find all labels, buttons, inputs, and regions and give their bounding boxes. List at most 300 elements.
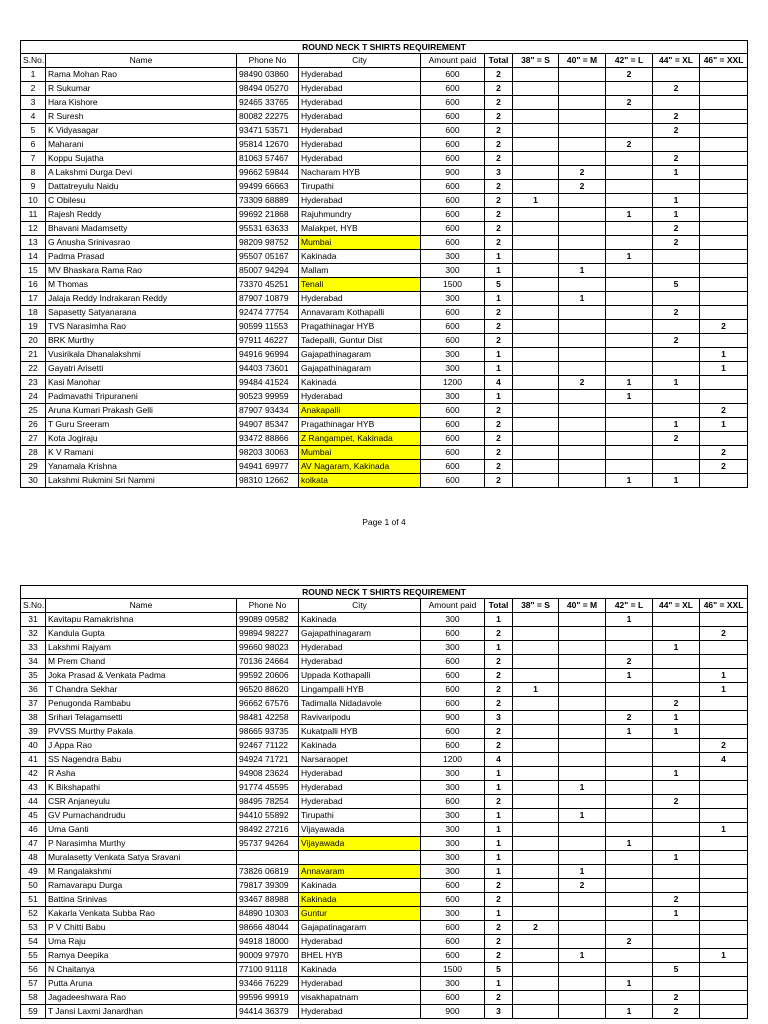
cell-amount: 600 (421, 697, 485, 711)
table-row (21, 907, 748, 921)
cell-size-l (606, 194, 653, 208)
cell-size-xxl: 1 (700, 418, 748, 432)
cell-size-xl (653, 683, 700, 697)
cell-size-s (513, 753, 559, 767)
table-row (21, 823, 748, 837)
cell-total: 1 (485, 837, 513, 851)
cell-size-s (513, 935, 559, 949)
cell-phone: 99692 21868 (237, 208, 299, 222)
table-row (21, 851, 748, 865)
cell-size-s (513, 68, 559, 82)
cell-size-xl (653, 264, 700, 278)
cell-city: Ravivaripodu (299, 711, 421, 725)
cell-phone: 94403 73601 (237, 362, 299, 376)
table-row (21, 1005, 748, 1019)
cell-size-s (513, 278, 559, 292)
cell-total: 1 (485, 264, 513, 278)
table-row (21, 613, 748, 627)
cell-size-xxl (700, 697, 748, 711)
cell-sno: 32 (21, 627, 46, 641)
cell-phone: 98494 05270 (237, 82, 299, 96)
cell-name: J Appa Rao (46, 739, 237, 753)
cell-size-s (513, 166, 559, 180)
cell-amount: 300 (421, 781, 485, 795)
cell-size-l (606, 795, 653, 809)
cell-size-m (559, 669, 606, 683)
cell-size-s (513, 306, 559, 320)
table-row (21, 250, 748, 264)
cell-size-xl: 2 (653, 432, 700, 446)
cell-size-m (559, 697, 606, 711)
cell-size-s (513, 865, 559, 879)
cell-size-xxl (700, 124, 748, 138)
cell-total: 2 (485, 124, 513, 138)
cell-size-xl: 1 (653, 166, 700, 180)
cell-total: 4 (485, 376, 513, 390)
cell-sno: 43 (21, 781, 46, 795)
cell-city: Hyderabad (299, 138, 421, 152)
cell-size-xxl (700, 82, 748, 96)
cell-size-xxl (700, 68, 748, 82)
cell-size-m (559, 655, 606, 669)
cell-total: 3 (485, 166, 513, 180)
cell-total: 2 (485, 669, 513, 683)
cell-total: 2 (485, 921, 513, 935)
table-row (21, 697, 748, 711)
cell-sno: 36 (21, 683, 46, 697)
cell-amount: 1500 (421, 963, 485, 977)
cell-phone: 99592 20606 (237, 669, 299, 683)
cell-size-l (606, 460, 653, 474)
cell-size-xl (653, 320, 700, 334)
cell-size-xl (653, 865, 700, 879)
cell-city: Anakapalli (299, 404, 421, 418)
cell-amount: 300 (421, 292, 485, 306)
cell-name: Jalaja Reddy Indrakaran Reddy (46, 292, 237, 306)
cell-size-xl: 5 (653, 963, 700, 977)
cell-size-l (606, 991, 653, 1005)
cell-size-m (559, 907, 606, 921)
cell-size-xxl (700, 110, 748, 124)
cell-size-xxl: 4 (700, 753, 748, 767)
table-row (21, 376, 748, 390)
cell-sno: 29 (21, 460, 46, 474)
cell-size-l (606, 334, 653, 348)
cell-size-l (606, 865, 653, 879)
cell-sno: 12 (21, 222, 46, 236)
cell-size-s (513, 390, 559, 404)
table-title: ROUND NECK T SHIRTS REQUIREMENT (21, 586, 748, 599)
cell-size-s (513, 362, 559, 376)
cell-name: Padmavathi Tripuraneni (46, 390, 237, 404)
cell-total: 2 (485, 82, 513, 96)
cell-size-m (559, 432, 606, 446)
cell-size-l: 1 (606, 208, 653, 222)
cell-total: 2 (485, 96, 513, 110)
cell-size-l: 1 (606, 474, 653, 488)
cell-phone: 94918 18000 (237, 935, 299, 949)
col-header-sno: S.No. (21, 54, 46, 68)
cell-amount: 300 (421, 613, 485, 627)
cell-city: Kakinada (299, 963, 421, 977)
table-row (21, 767, 748, 781)
cell-sno: 50 (21, 879, 46, 893)
cell-name: Dattatreyulu Naidu (46, 180, 237, 194)
cell-size-s (513, 264, 559, 278)
cell-amount: 600 (421, 236, 485, 250)
table-row (21, 68, 748, 82)
table-row (21, 991, 748, 1005)
cell-size-xxl (700, 711, 748, 725)
cell-sno: 17 (21, 292, 46, 306)
cell-amount: 600 (421, 739, 485, 753)
cell-total: 2 (485, 935, 513, 949)
col-header-size-s: 38" = S (513, 599, 559, 613)
cell-size-l (606, 348, 653, 362)
cell-phone: 93466 76229 (237, 977, 299, 991)
requirement-table (20, 585, 748, 1019)
cell-size-s (513, 669, 559, 683)
cell-city: Lingampalli HYB (299, 683, 421, 697)
cell-city: Annavaram (299, 865, 421, 879)
header-row (21, 599, 748, 613)
cell-size-xl (653, 753, 700, 767)
table-row (21, 306, 748, 320)
cell-city: Pragathinagar HYB (299, 320, 421, 334)
cell-size-m (559, 348, 606, 362)
table-row (21, 963, 748, 977)
table-row (21, 753, 748, 767)
cell-phone: 98481 42258 (237, 711, 299, 725)
cell-size-m (559, 404, 606, 418)
cell-total: 2 (485, 208, 513, 222)
cell-phone: 79817 39309 (237, 879, 299, 893)
cell-sno: 5 (21, 124, 46, 138)
cell-size-s (513, 725, 559, 739)
cell-size-xl: 2 (653, 1005, 700, 1019)
cell-sno: 8 (21, 166, 46, 180)
cell-sno: 1 (21, 68, 46, 82)
cell-size-xxl: 1 (700, 669, 748, 683)
cell-sno: 22 (21, 362, 46, 376)
cell-size-l: 2 (606, 68, 653, 82)
cell-size-m: 2 (559, 879, 606, 893)
cell-amount: 600 (421, 82, 485, 96)
cell-sno: 37 (21, 697, 46, 711)
cell-size-l (606, 893, 653, 907)
cell-size-l (606, 236, 653, 250)
col-header-size-m: 40" = M (559, 54, 606, 68)
cell-size-l (606, 124, 653, 138)
cell-size-xl: 2 (653, 306, 700, 320)
cell-total: 1 (485, 907, 513, 921)
cell-size-xl (653, 809, 700, 823)
cell-size-s (513, 250, 559, 264)
cell-city: Gajapathinagaram (299, 362, 421, 376)
cell-amount: 600 (421, 655, 485, 669)
cell-phone: 73370 45251 (237, 278, 299, 292)
cell-size-xxl (700, 96, 748, 110)
cell-size-l (606, 739, 653, 753)
col-header-size-xxl: 46" = XXL (700, 54, 748, 68)
cell-size-s (513, 222, 559, 236)
cell-city: Tadepalli, Guntur Dist (299, 334, 421, 348)
cell-name: Uma Raju (46, 935, 237, 949)
cell-amount: 300 (421, 865, 485, 879)
cell-size-l (606, 851, 653, 865)
cell-sno: 55 (21, 949, 46, 963)
cell-amount: 600 (421, 418, 485, 432)
table-row (21, 921, 748, 935)
cell-size-l (606, 418, 653, 432)
cell-city: Hyderabad (299, 96, 421, 110)
cell-size-m (559, 627, 606, 641)
cell-sno: 59 (21, 1005, 46, 1019)
cell-size-xxl: 1 (700, 683, 748, 697)
table-row (21, 837, 748, 851)
cell-total: 1 (485, 823, 513, 837)
cell-size-xl: 1 (653, 907, 700, 921)
cell-size-l: 2 (606, 655, 653, 669)
cell-city: Kakinada (299, 739, 421, 753)
cell-size-m (559, 390, 606, 404)
cell-size-xl: 1 (653, 641, 700, 655)
cell-sno: 47 (21, 837, 46, 851)
cell-size-xl (653, 613, 700, 627)
cell-city: Tenali (299, 278, 421, 292)
col-header-name: Name (46, 599, 237, 613)
cell-city: Kakinada (299, 613, 421, 627)
cell-name: R Sukumar (46, 82, 237, 96)
cell-sno: 54 (21, 935, 46, 949)
cell-size-m (559, 837, 606, 851)
cell-size-l (606, 781, 653, 795)
cell-name: Penugonda Rambabu (46, 697, 237, 711)
cell-name: Rajesh Reddy (46, 208, 237, 222)
cell-name: G Anusha Srinivasrao (46, 236, 237, 250)
table-row (21, 739, 748, 753)
cell-size-s (513, 208, 559, 222)
cell-total: 1 (485, 767, 513, 781)
cell-size-xl (653, 823, 700, 837)
cell-size-xxl (700, 879, 748, 893)
cell-size-xxl (700, 641, 748, 655)
cell-size-m (559, 613, 606, 627)
cell-total: 4 (485, 753, 513, 767)
cell-size-xl: 1 (653, 194, 700, 208)
table-row (21, 264, 748, 278)
cell-size-xxl (700, 292, 748, 306)
cell-name: MV Bhaskara Rama Rao (46, 264, 237, 278)
cell-size-m (559, 110, 606, 124)
cell-size-xxl (700, 250, 748, 264)
cell-size-m (559, 1005, 606, 1019)
cell-sno: 46 (21, 823, 46, 837)
cell-amount: 600 (421, 110, 485, 124)
cell-size-m (559, 921, 606, 935)
cell-size-s (513, 292, 559, 306)
cell-sno: 57 (21, 977, 46, 991)
cell-total: 1 (485, 362, 513, 376)
cell-total: 2 (485, 446, 513, 460)
cell-sno: 23 (21, 376, 46, 390)
cell-name: R Asha (46, 767, 237, 781)
cell-name: R Suresh (46, 110, 237, 124)
cell-phone: 70136 24664 (237, 655, 299, 669)
cell-phone: 90599 11553 (237, 320, 299, 334)
cell-size-xl (653, 138, 700, 152)
cell-size-s (513, 907, 559, 921)
cell-city: Annavaram Kothapalli (299, 306, 421, 320)
cell-name: T Jansi Laxmi Janardhan (46, 1005, 237, 1019)
cell-name: K V Ramani (46, 446, 237, 460)
table-row (21, 683, 748, 697)
cell-size-xxl (700, 194, 748, 208)
cell-city: Hyderabad (299, 152, 421, 166)
cell-size-l (606, 809, 653, 823)
cell-size-m (559, 418, 606, 432)
cell-phone: 73309 68889 (237, 194, 299, 208)
cell-name: M Prem Chand (46, 655, 237, 669)
cell-size-xxl (700, 264, 748, 278)
cell-total: 1 (485, 865, 513, 879)
cell-size-s: 1 (513, 683, 559, 697)
cell-sno: 40 (21, 739, 46, 753)
cell-size-xl (653, 446, 700, 460)
cell-size-l (606, 180, 653, 194)
cell-size-l (606, 697, 653, 711)
cell-sno: 45 (21, 809, 46, 823)
cell-city: Kukatpalli HYB (299, 725, 421, 739)
cell-amount: 600 (421, 949, 485, 963)
cell-size-xxl (700, 865, 748, 879)
cell-size-m (559, 725, 606, 739)
cell-size-s (513, 655, 559, 669)
cell-size-l (606, 753, 653, 767)
cell-size-l: 1 (606, 837, 653, 851)
cell-sno: 24 (21, 390, 46, 404)
cell-size-s (513, 963, 559, 977)
cell-size-l (606, 949, 653, 963)
cell-sno: 28 (21, 446, 46, 460)
cell-size-xxl (700, 222, 748, 236)
cell-phone: 92474 77754 (237, 306, 299, 320)
cell-city: Hyderabad (299, 781, 421, 795)
cell-size-m (559, 208, 606, 222)
cell-total: 2 (485, 404, 513, 418)
cell-size-xxl (700, 655, 748, 669)
table-row (21, 893, 748, 907)
cell-total: 2 (485, 68, 513, 82)
cell-city: Vijayawada (299, 823, 421, 837)
cell-size-s (513, 432, 559, 446)
cell-name: PVVSS Murthy Pakala (46, 725, 237, 739)
cell-size-xl (653, 669, 700, 683)
cell-amount: 600 (421, 669, 485, 683)
cell-sno: 56 (21, 963, 46, 977)
col-header-total: Total (485, 599, 513, 613)
cell-amount: 300 (421, 907, 485, 921)
cell-size-xl (653, 977, 700, 991)
cell-city: Kakinada (299, 893, 421, 907)
cell-sno: 48 (21, 851, 46, 865)
cell-phone: 99596 99919 (237, 991, 299, 1005)
cell-name: Bhavani Madamsetty (46, 222, 237, 236)
cell-phone: 94941 69977 (237, 460, 299, 474)
cell-size-xxl: 2 (700, 739, 748, 753)
cell-phone: 93467 88988 (237, 893, 299, 907)
cell-size-l (606, 292, 653, 306)
cell-city: AV Nagaram, Kakinada (299, 460, 421, 474)
cell-size-l: 2 (606, 711, 653, 725)
cell-size-xxl: 1 (700, 348, 748, 362)
cell-phone: 95531 63633 (237, 222, 299, 236)
cell-city: Mallam (299, 264, 421, 278)
cell-amount: 600 (421, 460, 485, 474)
cell-name: K Vidyasagar (46, 124, 237, 138)
cell-size-xl (653, 655, 700, 669)
cell-size-s (513, 446, 559, 460)
col-header-size-m: 40" = M (559, 599, 606, 613)
cell-amount: 900 (421, 711, 485, 725)
cell-size-m: 1 (559, 865, 606, 879)
cell-city: Narsaraopet (299, 753, 421, 767)
cell-size-m: 2 (559, 180, 606, 194)
cell-sno: 2 (21, 82, 46, 96)
cell-amount: 300 (421, 809, 485, 823)
cell-total: 3 (485, 711, 513, 725)
cell-size-xxl (700, 781, 748, 795)
cell-size-l (606, 152, 653, 166)
col-header-city: City (299, 599, 421, 613)
cell-amount: 300 (421, 641, 485, 655)
cell-size-l (606, 963, 653, 977)
cell-name: Aruna Kumari Prakash Gelli (46, 404, 237, 418)
cell-phone: 98203 30063 (237, 446, 299, 460)
cell-total: 1 (485, 809, 513, 823)
cell-amount: 600 (421, 208, 485, 222)
cell-name: Vusirikala Dhanalakshmi (46, 348, 237, 362)
cell-amount: 600 (421, 194, 485, 208)
col-header-amount: Amount paid (421, 54, 485, 68)
cell-phone: 77100 91118 (237, 963, 299, 977)
cell-size-xxl (700, 278, 748, 292)
cell-size-m (559, 753, 606, 767)
col-header-amount: Amount paid (421, 599, 485, 613)
cell-size-s (513, 627, 559, 641)
cell-size-xxl (700, 432, 748, 446)
cell-phone: 98490 03860 (237, 68, 299, 82)
table-row (21, 96, 748, 110)
cell-size-m: 1 (559, 809, 606, 823)
cell-city: BHEL HYB (299, 949, 421, 963)
cell-size-l (606, 823, 653, 837)
cell-size-l (606, 362, 653, 376)
cell-name: Gayatri Arisetti (46, 362, 237, 376)
table-row (21, 669, 748, 683)
cell-sno: 41 (21, 753, 46, 767)
cell-size-xxl (700, 851, 748, 865)
cell-size-s (513, 781, 559, 795)
cell-city: kolkata (299, 474, 421, 488)
cell-sno: 34 (21, 655, 46, 669)
cell-size-xxl (700, 935, 748, 949)
cell-city: Rajuhmundry (299, 208, 421, 222)
cell-city: Hyderabad (299, 292, 421, 306)
cell-total: 2 (485, 739, 513, 753)
cell-size-xl (653, 460, 700, 474)
cell-amount: 600 (421, 627, 485, 641)
